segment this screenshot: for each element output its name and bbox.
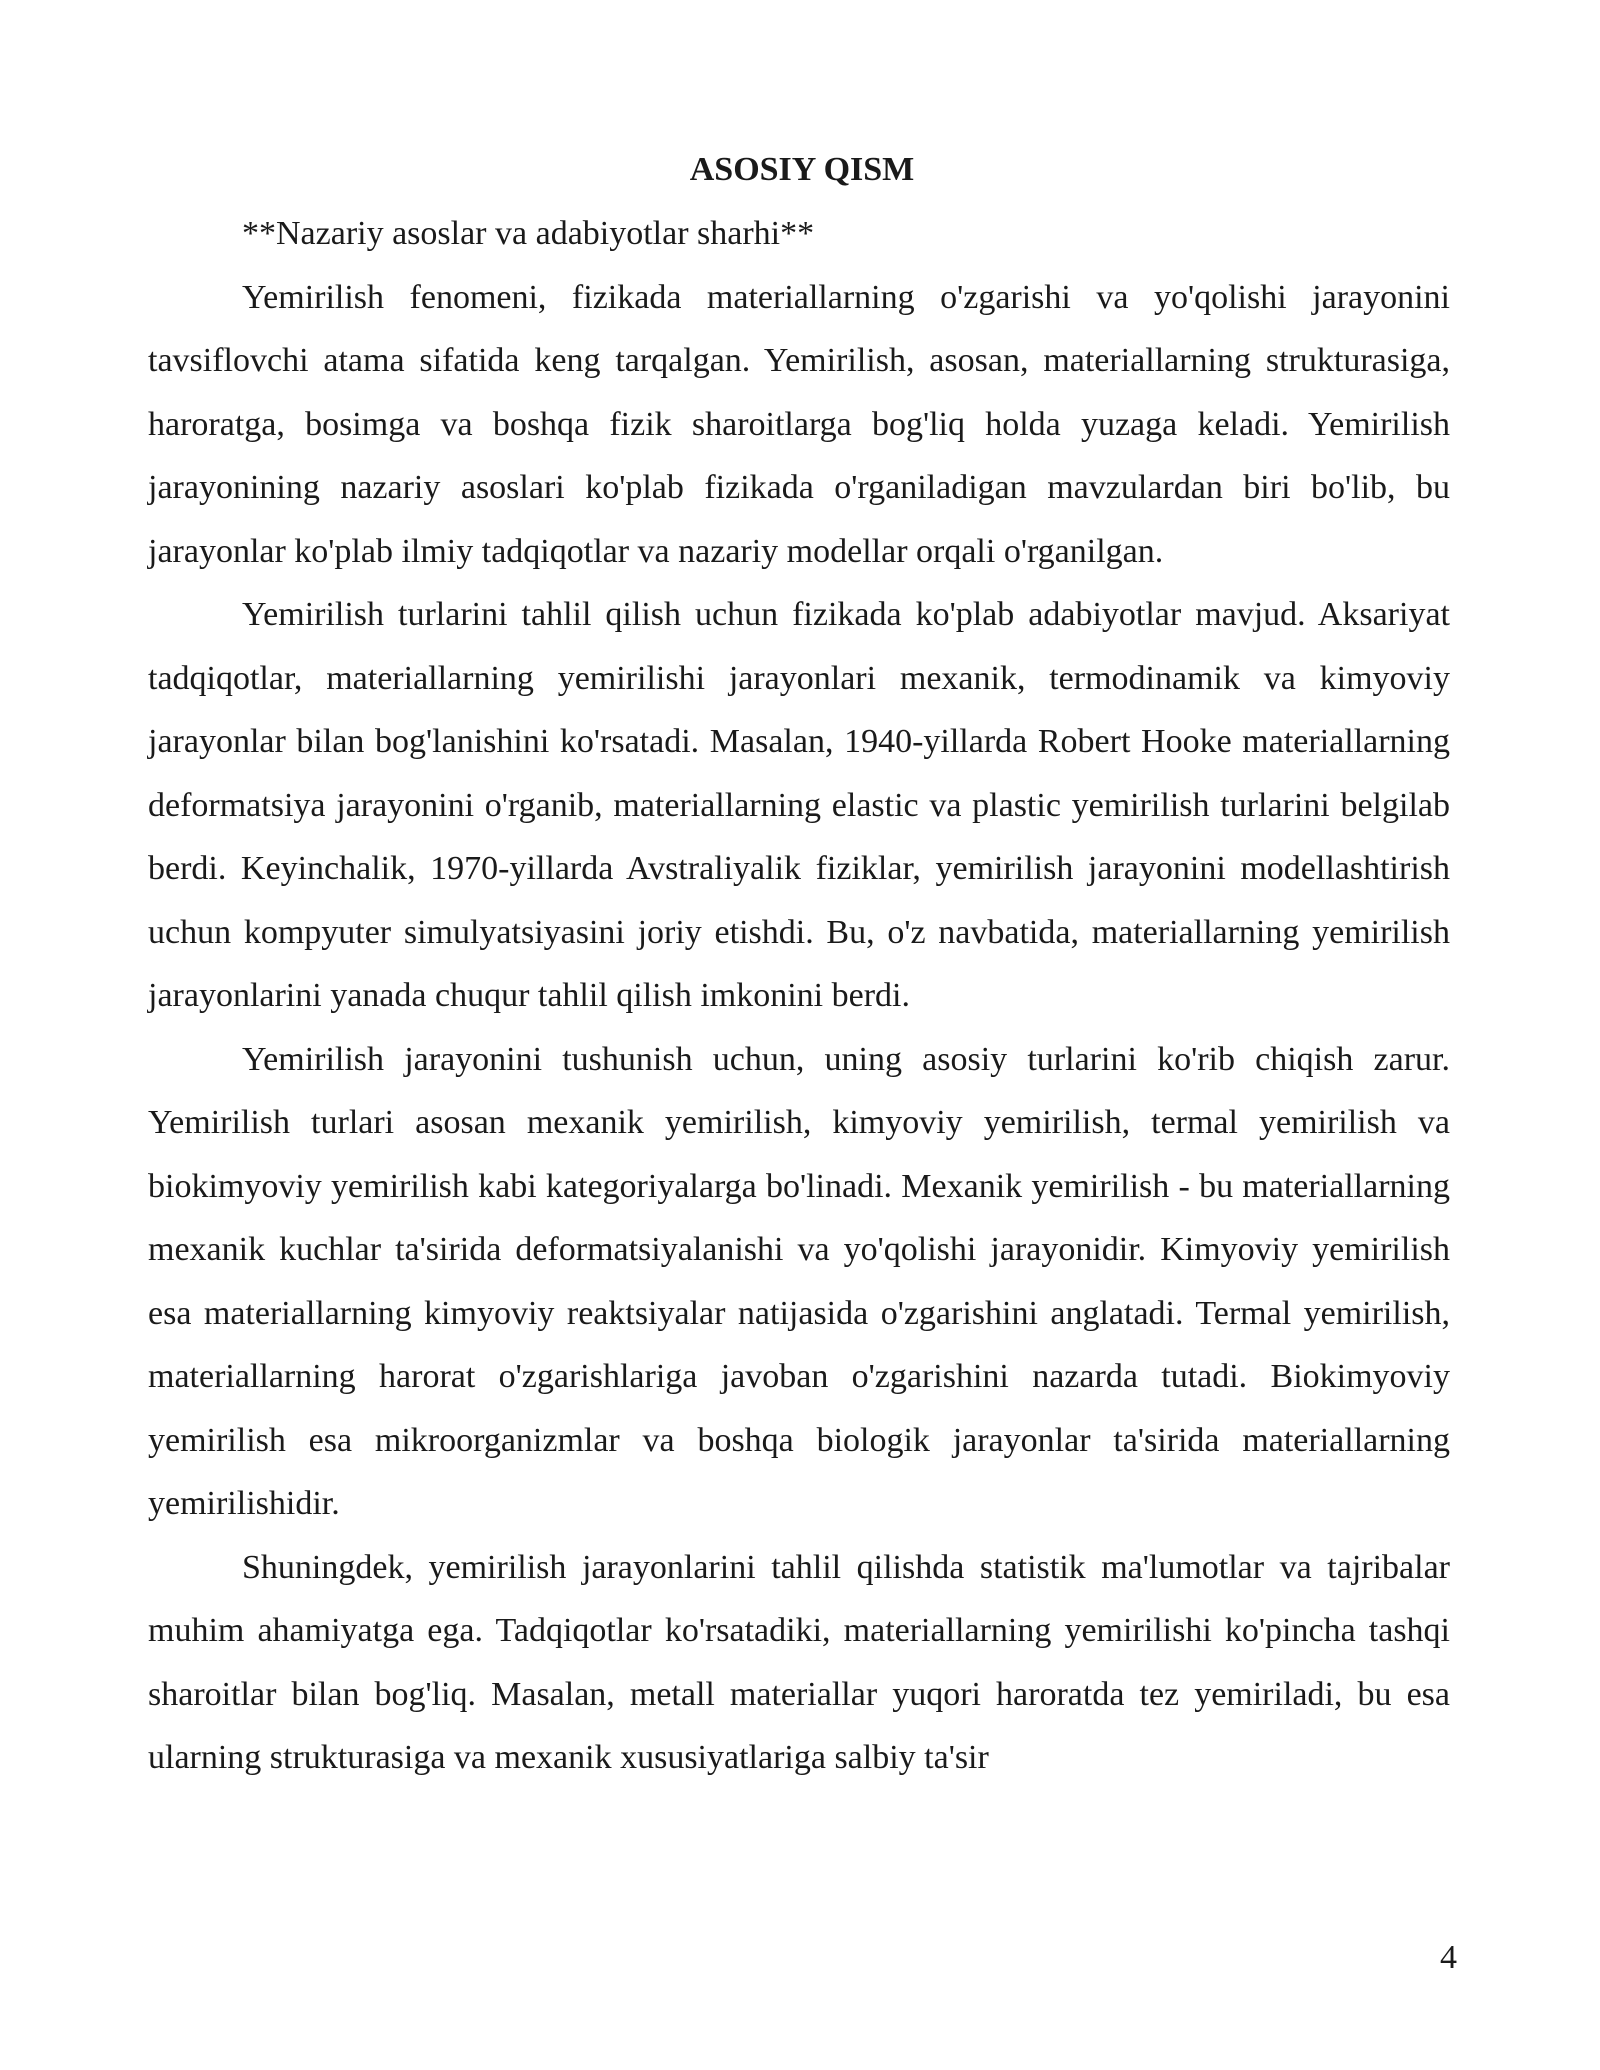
section-title: ASOSIY QISM bbox=[689, 151, 915, 188]
paragraph: Shuningdek, yemirilish jarayonlarini tahlil qilishda statistik ma'lumotlar va tajribalar muhim ahamiyatga ega. Tadqiqotlar ko'rsatadiki, materiallarning yemirilishi ko'pincha tashqi sharoitlar bilan bog'liq. Masalan, metall materiallar yuqori haroratda tez yemiriladi, bu esa ularning strukturasiga va mexanik xususiyatlariga salbiy ta'sir bbox=[148, 1548, 1450, 1776]
page-number: 4 bbox=[1440, 1939, 1457, 1976]
section-subtitle: **Nazariy asoslar va adabiyotlar sharhi** bbox=[242, 215, 815, 252]
paragraph: Yemirilish fenomeni, fizikada materiallarning o'zgarishi va yo'qolishi jarayonini tavsiflovchi atama sifatida keng tarqalgan. Yemirilish, asosan, materiallarning strukturasiga, haroratga, bosimga va boshqa fizik sharoitlarga bog'liq holda yuzaga keladi. Yemirilish jarayonining nazariy asoslari ko'plab fizikada o'rganiladigan mavzulardan biri bo'lib, bu jarayonlar ko'plab ilmiy tadqiqotlar va nazariy modellar orqali o'rganilgan. bbox=[148, 278, 1450, 570]
paragraph: Yemirilish turlarini tahlil qilish uchun fizikada ko'plab adabiyotlar mavjud. Aksariyat tadqiqotlar, materiallarning yemirilishi jarayonlari mexanik, termodinamik va kimyoviy jarayonlar bilan bog'lanishini ko'rsatadi. Masalan, 1940-yillarda Robert Hooke materiallarning deformatsiya jarayonini o'rganib, materiallarning elastic va plastic yemirilish turlarini belgilab berdi. Keyinchalik, 1970-yillarda Avstraliyalik fiziklar, yemirilish jarayonini modellashtirish uchun kompyuter simulyatsiyasini joriy etishdi. Bu, o'z navbatida, materiallarning yemirilish jarayonlarini yanada chuqur tahlil qilish imkonini berdi. bbox=[148, 596, 1450, 1014]
page-content bbox=[148, 138, 1450, 1790]
paragraph: Yemirilish jarayonini tushunish uchun, uning asosiy turlarini ko'rib chiqish zarur. Yemirilish turlari asosan mexanik yemirilish, kimyoviy yemirilish, termal yemirilish va biokimyoviy yemirilish kabi kategoriyalarga bo'linadi. Mexanik yemirilish - bu materiallarning mexanik kuchlar ta'sirida deformatsiyalanishi va yo'qolishi jarayonidir. Kimyoviy yemirilish esa materiallarning kimyoviy reaktsiyalar natijasida o'zgarishini anglatadi. Termal yemirilish, materiallarning harorat o'zgarishlariga javoban o'zgarishini nazarda tutadi. Biokimyoviy yemirilish esa mikroorganizmlar va boshqa biologik jarayonlar ta'sirida materiallarning yemirilishidir. bbox=[148, 1040, 1450, 1522]
